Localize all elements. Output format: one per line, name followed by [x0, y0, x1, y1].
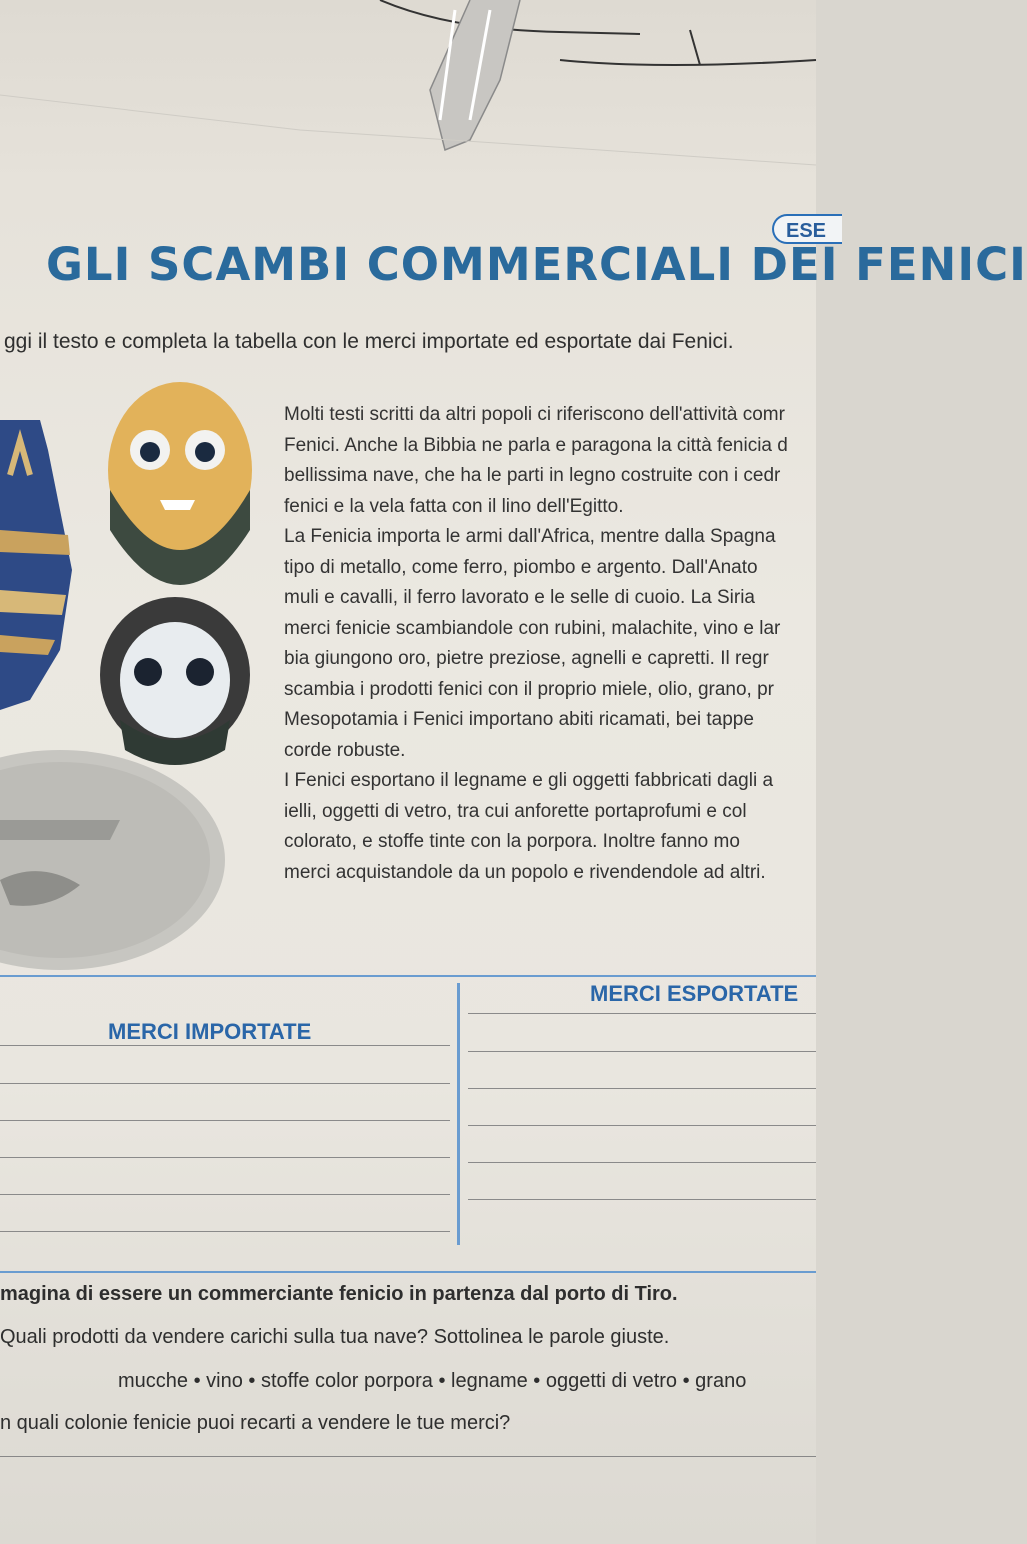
table-bottom-rule	[0, 1271, 816, 1273]
sketch-drawing	[0, 0, 816, 180]
body-line: I Fenici esportano il legname e gli oggetti fabbricati dagli a	[284, 770, 774, 791]
imported-answer-line[interactable]	[0, 1083, 450, 1084]
followup-question-2: n quali colonie fenicie puoi recarti a vendere le tue merci?	[0, 1412, 511, 1434]
body-line: ielli, oggetti di vetro, tra cui anforette portaprofumi e col	[284, 800, 747, 822]
exported-answer-line[interactable]	[468, 1162, 816, 1163]
body-line: Molti testi scritti da altri popoli ci riferiscono dell'attività comr	[284, 404, 785, 425]
mask-bearded-image	[108, 382, 252, 585]
body-line: corde robuste.	[284, 739, 406, 761]
exported-goods-header: MERCI ESPORTATE	[590, 981, 799, 1006]
body-line: merci fenicie scambiandole con rubini, malachite, vino e lar	[284, 617, 781, 639]
column-divider	[457, 983, 460, 1245]
exported-answer-line[interactable]	[468, 1125, 816, 1126]
followup-prompt: magina di essere un commerciante fenicio in partenza dal porto di Tiro.	[0, 1283, 678, 1305]
imported-goods-header: MERCI IMPORTATE	[108, 1019, 312, 1044]
exported-answer-line[interactable]	[468, 1051, 816, 1052]
body-line: bia giungono oro, pietre preziose, agnelli e capretti. Il regr	[284, 648, 769, 669]
imported-answer-line[interactable]	[0, 1157, 450, 1158]
goods-table	[0, 975, 816, 1275]
body-line: scambia i prodotti fenici con il proprio miele, olio, grano, pr	[284, 678, 775, 700]
body-line: colorato, e stoffe tinte con la porpora. Inoltre fanno mo	[284, 831, 740, 852]
body-text	[284, 400, 904, 888]
body-line: fenici e la vela fatta con il lino dell'Egitto.	[284, 495, 624, 517]
imported-answer-line[interactable]	[0, 1120, 450, 1121]
imported-answer-line[interactable]	[0, 1045, 450, 1046]
followup-question-1: Quali prodotti da vendere carichi sulla tua nave? Sottolinea le parole giuste.	[0, 1326, 670, 1348]
imported-answer-line[interactable]	[0, 1194, 450, 1195]
body-line: muli e cavalli, il ferro lavorato e le selle di cuoio. La Siria	[284, 587, 755, 608]
vase-image	[0, 420, 72, 710]
body-line: tipo di metallo, come ferro, piombo e argento. Dall'Anato	[284, 556, 758, 578]
mask-curly-image	[100, 597, 250, 765]
body-line: La Fenicia importa le armi dall'Africa, mentre dalla Spagna	[284, 526, 776, 547]
body-line: bellissima nave, che ha le parti in legno costruite con i cedr	[284, 465, 781, 486]
followup-answer-line[interactable]	[0, 1456, 816, 1457]
exported-answer-line[interactable]	[468, 1088, 816, 1089]
followup-options[interactable]: mucche • vino • stoffe color porpora • legname • oggetti di vetro • grano	[118, 1370, 747, 1392]
imported-answer-line[interactable]	[0, 1231, 450, 1232]
exported-answer-line[interactable]	[468, 1013, 816, 1014]
exercise-badge: ESE	[772, 214, 842, 244]
phoenician-artifacts-illustration	[0, 380, 290, 970]
table-top-rule	[0, 975, 816, 977]
page-title: GLI SCAMBI COMMERCIALI DEI FENICI	[46, 238, 1027, 291]
exported-answer-line[interactable]	[468, 1199, 816, 1200]
body-line: Mesopotamia i Fenici importano abiti ricamati, bei tappe	[284, 709, 754, 730]
body-line: Fenici. Anche la Bibbia ne parla e paragona la città fenicia d	[284, 434, 788, 456]
instructions-text: ggi il testo e completa la tabella con le merci importate ed esportate dai Fenici.	[4, 330, 734, 353]
coin-image	[0, 750, 225, 970]
body-line: merci acquistandole da un popolo e rivendendole ad altri.	[284, 861, 766, 883]
